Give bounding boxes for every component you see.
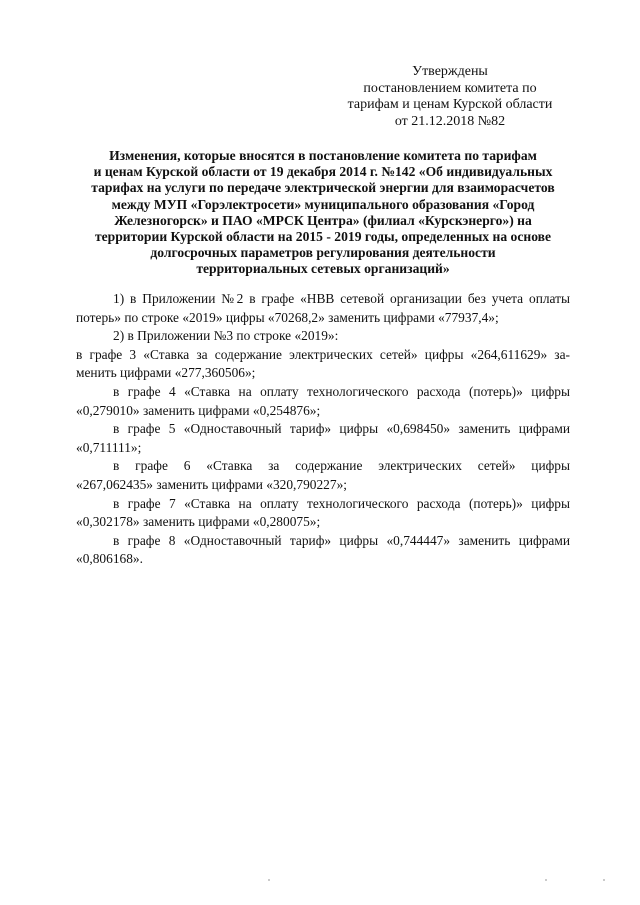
title-line: между МУП «Горэлектросети» муниципального образования «Город bbox=[111, 196, 535, 212]
column-6-line: «267,062435» заменить цифрами «320,790227»; bbox=[76, 476, 347, 492]
column-5-line: в графе 5 «Одноставочный тариф» цифры «0,698450» заменить цифрами bbox=[113, 421, 570, 437]
column-6-line: в графе 6 «Ставка за содержание электрических сетей» цифры bbox=[113, 458, 570, 474]
document-body bbox=[76, 290, 570, 569]
approval-line: тарифам и ценам Курской области bbox=[347, 97, 553, 112]
column-5-line: «0,711111»; bbox=[76, 439, 142, 455]
title-line: территориальных сетевых организаций» bbox=[196, 261, 450, 277]
column-8-line: в графе 8 «Одноставочный тариф» цифры «0,744447» заменить цифрами bbox=[113, 532, 570, 548]
paragraph-item-1-line: потерь» по строке «2019» цифры «70268,2» заменить цифрами «77937,4»; bbox=[76, 309, 499, 325]
column-7-line: «0,302178» заменить цифрами «0,280075»; bbox=[76, 514, 321, 530]
title-line: и ценам Курской области от 19 декабря 2014 г. №142 «Об индивидуальных bbox=[93, 164, 553, 180]
approval-line: постановлением комитета по bbox=[363, 80, 537, 96]
scan-speck bbox=[268, 879, 270, 881]
column-4-line: в графе 4 «Ставка на оплату технологического расхода (потерь)» цифры bbox=[113, 383, 570, 399]
title-line: тарифах на услуги по передаче электрической энергии для взаиморасчетов bbox=[91, 180, 555, 196]
title-line: Железногорск» и ПАО «МРСК Центра» (филиал «Курскэнерго») на bbox=[114, 212, 532, 228]
column-3-line: менить цифрами «277,360506»; bbox=[76, 365, 256, 381]
column-4-line: «0,279010» заменить цифрами «0,254876»; bbox=[76, 402, 321, 418]
scan-speck bbox=[603, 879, 605, 881]
title-line: территории Курской области на 2015 - 2019 годы, определенных на основе bbox=[94, 229, 552, 245]
paragraph-item-1-line: 1) в Приложении №2 в графе «НВВ сетевой организации без учета оплаты bbox=[113, 291, 570, 306]
approval-stamp bbox=[330, 64, 570, 130]
scan-speck bbox=[545, 879, 547, 881]
approval-line: от 21.12.2018 №82 bbox=[394, 113, 506, 129]
title-line: Изменения, которые вносятся в постановление комитета по тарифам bbox=[109, 148, 537, 163]
document-title bbox=[76, 148, 570, 278]
column-3-line: в графе 3 «Ставка за содержание электрических сетей» цифры «264,611629» за- bbox=[76, 346, 570, 362]
approval-line: Утверждены bbox=[412, 64, 488, 79]
title-line: долгосрочных параметров регулирования деятельности bbox=[150, 245, 496, 261]
paragraph-item-2-line: 2) в Приложении №3 по строке «2019»: bbox=[113, 328, 339, 344]
column-7-line: в графе 7 «Ставка на оплату технологического расхода (потерь)» цифры bbox=[113, 495, 570, 511]
column-8-line: «0,806168». bbox=[76, 551, 143, 567]
